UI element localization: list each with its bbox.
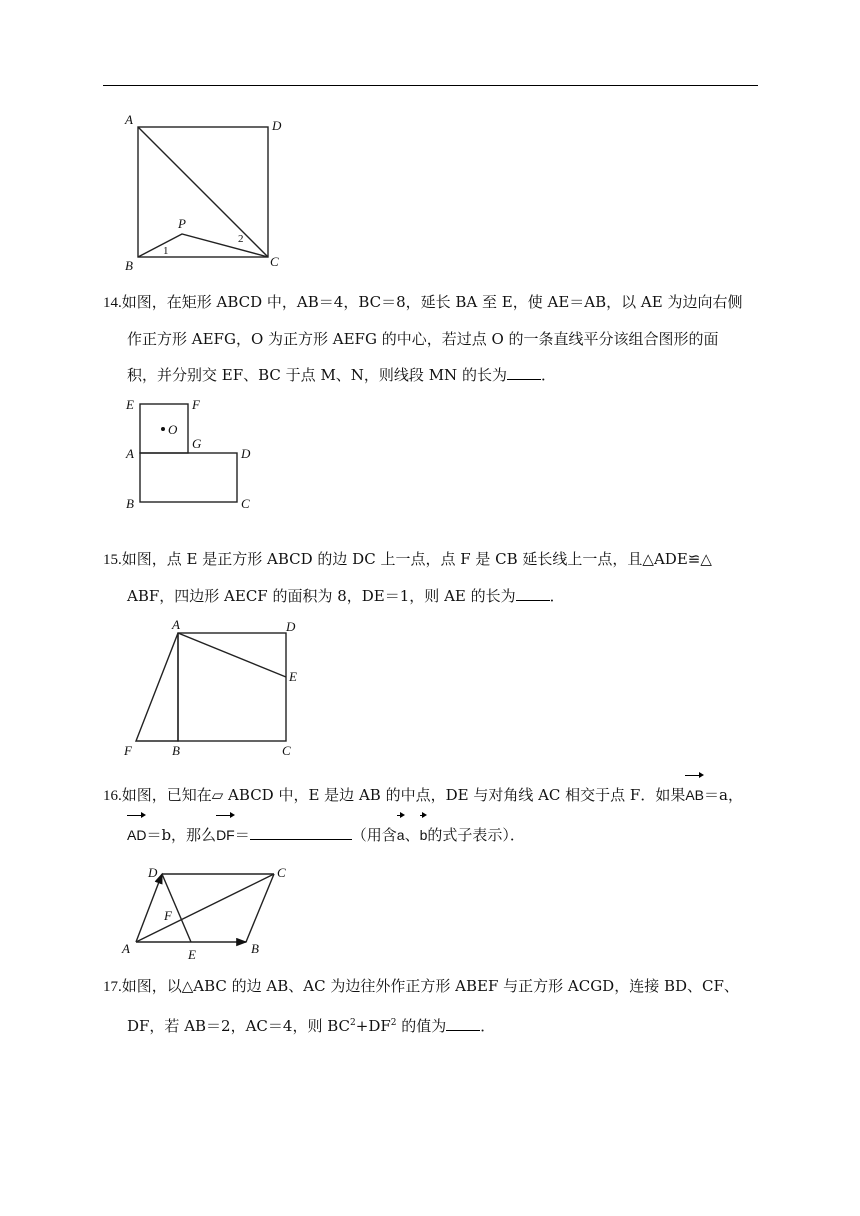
diagonal-ac — [136, 874, 274, 942]
label-o: O — [168, 422, 178, 437]
q14-line1: 14.如图，在矩形 ABCD 中，AB＝4，BC＝8，延长 BA 至 E，使 AE＝AB，以 AE 为边向右侧 — [103, 293, 743, 311]
label-e: E — [289, 669, 297, 684]
figure-15 — [118, 615, 318, 760]
label-c: C — [282, 743, 291, 758]
vector-b: b — [420, 814, 428, 853]
label-d: D — [286, 619, 296, 634]
square-abcd — [178, 633, 286, 741]
figure-14 — [120, 392, 270, 514]
label-a: A — [125, 112, 133, 127]
figure-13 — [120, 110, 290, 275]
q15-line1: 15.如图，点 E 是正方形 ABCD 的边 DC 上一点，点 F 是 CB 延长线上一点，且△ADE≌△ — [103, 550, 712, 568]
side-cb — [246, 874, 274, 942]
label-d: D — [272, 118, 282, 133]
q14-line3: 积，并分别交 EF、BC 于点 M、N，则线段 MN 的长为 ． — [127, 366, 556, 384]
q14-line2: 作正方形 AEFG，O 为正方形 AEFG 的中心，若过点 O 的一条直线平分该组合图形的面 — [127, 330, 719, 348]
vector-ab: AB — [685, 774, 704, 813]
label-f: F — [124, 743, 132, 758]
label-e: E — [188, 947, 196, 962]
label-b: B — [251, 941, 259, 956]
label-p: P — [178, 216, 186, 231]
label-d: D — [148, 865, 158, 880]
q16-line1: 16.如图，已知在▱ ABCD 中，E 是边 AB 的中点，DE 与对角线 AC 相交于点 F．如果AB＝a， — [103, 774, 763, 814]
label-angle-1: 1 — [163, 245, 169, 257]
question-16 — [103, 774, 763, 853]
label-a: A — [126, 446, 134, 461]
q17-line2: DF，若 AB＝2，AC＝4，则 $BC^2+DF^2$ 的值为 ． — [127, 1017, 496, 1035]
label-f: F — [164, 908, 172, 923]
question-15 — [103, 541, 763, 614]
triangle-abf — [136, 633, 178, 741]
label-angle-2: 2 — [238, 233, 244, 245]
label-e: E — [126, 397, 134, 412]
label-a: A — [172, 617, 180, 632]
label-b: B — [125, 258, 133, 273]
label-g: G — [192, 436, 202, 451]
rectangle-abcd — [140, 453, 237, 502]
label-b: B — [172, 743, 180, 758]
figure-16 — [118, 862, 303, 962]
vector-df: DF — [216, 814, 235, 853]
q15-line2: ABF，四边形 AECF 的面积为 8，DE＝1，则 AE 的长为 ． — [127, 587, 565, 605]
label-d: D — [241, 446, 251, 461]
answer-blank-16[interactable] — [250, 838, 352, 840]
label-f: F — [192, 397, 200, 412]
vector-ad: AD — [127, 814, 146, 853]
answer-blank-17[interactable] — [446, 1029, 480, 1031]
answer-blank-14[interactable] — [507, 378, 541, 380]
diagonal-ac — [138, 127, 268, 257]
label-b: B — [126, 496, 134, 511]
question-17 — [103, 968, 763, 1044]
q16-line2: AD＝b，那么DF＝ （用含a、b的式子表示）． — [103, 814, 763, 853]
label-a: A — [122, 941, 130, 956]
center-o-dot — [161, 427, 165, 431]
segment-ae — [178, 633, 286, 677]
label-c: C — [270, 254, 279, 269]
answer-blank-15[interactable] — [516, 599, 550, 601]
label-c: C — [277, 865, 286, 880]
vector-a: a — [397, 814, 405, 853]
header-rule — [103, 85, 758, 86]
q17-line1: 17.如图，以△ABC 的边 AB、AC 为边往外作正方形 ABEF 与正方形 ACGD，连接 BD、CF、 — [103, 977, 739, 995]
question-14 — [103, 284, 763, 393]
label-c: C — [241, 496, 250, 511]
